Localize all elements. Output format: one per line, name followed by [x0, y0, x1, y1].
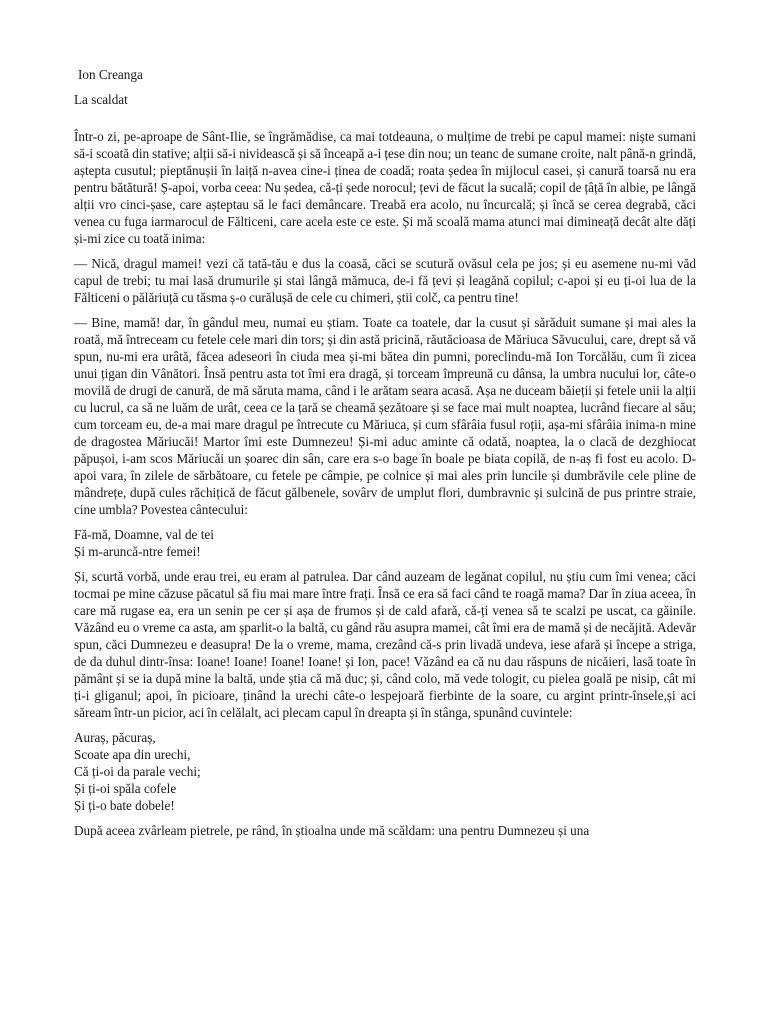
- verse-line: Auraș, păcuraș,: [74, 730, 156, 745]
- verse-block: [74, 729, 696, 814]
- paragraph: Și, scurtă vorbă, unde erau trei, eu eram al patrulea. Dar când auzeam de legănat copilul, nu știu cum îmi venea; căci tocmai pe mine căzuse păcatul să fiu mai mare între frați. Însă ce era să faci când te roagă mama? Dar în ziua aceea, în care mă rugase ea, era un senin pe cer și așa de frumos și de cald afară, că-ți venea să te scalzi pe uscat, ca găinile. Văzând eu o vreme ca asta, am șparlit-o la baltă, cu gând rău asupra mamei, cât îmi era de mamă și de necăjită. Adevăr spun, căci Dumnezeu e deasupra! De la o vreme, mama, crezând că-s prin livadă undeva, iese afară și începe a striga, de da duhul dintr-însa: Ioane! Ioane! Ioane! Ioane! și Ion, pace! Văzând ea că nu dau răspuns de nicăieri, lasă toate în pământ și se ia după mine la baltă, unde știa că mă duc; și, când colo, mă vede tologit, cu pielea goală pe nisip, cât mi ți-i gliganul; apoi, în picioare, ținând la urechi câte-o lespejoară fierbinte de la soare, cu argint printr-însele,și aci săream într-un picior, aci în celălalt, aci plecam capul în dreapta și în stânga, spunând cuvintele:: [74, 569, 696, 720]
- verse-line: Și m-aruncă-ntre femei!: [74, 544, 201, 559]
- text-body: [74, 568, 696, 721]
- document-body: [74, 66, 696, 839]
- verse-line: Și ți-o bate dobele!: [74, 798, 175, 813]
- paragraph: — Bine, mamă! dar, în gândul meu, numai eu știam. Toate ca toatele, dar la cusut și sărăduit sumane și mai ales la roată, mă întreceam cu fetele cele mari din tors; și din astă pricină, răutăcioasa de Măriuca Săvucului, care, drept să vă spun, nu-mi era urâtă, făcea adeseori în ciuda mea și-mi bătea din pumni, poreclindu-mă Ion Torcălău, cum îi zicea unui țigan din Vânători. Însă pentru asta tot îmi era dragă, și torceam împreună cu dânsa, la umbra nucului lor, câte-o movilă de drugi de canură, de mă săruta mama, când i le arătam seara acasă. Așa ne duceam băieții și fetele unii la alții cu lucrul, ca să ne luăm de urât, ceea ce la țară se cheamă șezătoare și se face mai mult noaptea, lucrând fiecare al său; cum torceam eu, de-a mai mare dragul pe întrecute cu Măriuca, și cum sfârâia fusul roții, așa-mi sfârâia inima-n mine de dragostea Măriucăi! Martor îmi este Dumnezeu! Și-mi aduc aminte că odată, noaptea, la o clacă de dezghiocat păpușoi, i-am scos Măriucăi un șoarec din sân, care era s-o bage în boale pe biata copilă, de n-aș fi fost eu acolo. D-apoi vara, în zilele de sărbătoare, cu fetele pe câmpie, pe colnice și mai ales prin luncile și dumbrăvile cele pline de mândrețe, după cules răchițică de făcut gălbenele, sovârv de umplut flori, dumbravnic și sulcină de pus printre straie, cine umbla? Povestea cântecului:: [74, 315, 696, 517]
- paragraph-partial: După aceea zvârleam pietrele, pe rând, în știoalna unde mă scăldam: una pentru Dumnezeu și una: [74, 823, 590, 838]
- document-title: La scaldat: [74, 92, 128, 107]
- verse-line: Fă-mă, Doamne, val de tei: [74, 527, 214, 542]
- verse-line: Și ți-oi spăla cofele: [74, 781, 177, 796]
- author-name: Ion Creanga: [78, 67, 143, 82]
- text-body: [74, 128, 696, 518]
- verse-block: [74, 526, 696, 560]
- paragraph: — Nică, dragul mamei! vezi că tată-tău e dus la coasă, căci se scutură ovăsul cela pe jos; și eu asemene nu-mi văd capul de trebi; tu mai lasă drumurile și stai lângă mămuca, de-i fă țevi și leagănă copilul; c-apoi și eu ți-oi lua de la Fălticeni o pălăriuță cu tăsma ș-o curălușă de cele cu chimeri, știi colč, ca pentru tine!: [74, 256, 696, 305]
- verse-line: Scoate apa din urechi,: [74, 747, 191, 762]
- verse-line: Că ți-oi da parale vechi;: [74, 764, 201, 779]
- paragraph: Într-o zi, pe-aproape de Sânt-Ilie, se îngrămădise, ca mai totdeauna, o mulțime de trebi pe capul mamei: niște sumani să-i scoată din stative; alții să-i nividească și să înceapă a-i țese din nou; un teanc de sumane croite, nalt până-n grindă, aștepta cusutul; pieptănușii în laiță n-avea cine-i ținea de coadă; roata ședea în mijlocul casei, și canură toarsă nu era pentru bătătură! Ș-apoi, vorba ceea: Nu ședea, că-ți șede norocul; țevi de făcut la sucală; copil de țâță în albie, pe lângă alții vro cinci-șase, care așteptau să le faci demâncare. Treabă era acolo, nu încurcală; și încă se cerea degrabă, căci venea cu fuga iarmarocul de Fălticeni, care acela este ce este. Și mă scoală mama atunci mai dimineață decât alte dăți și-mi zice cu toată inima:: [74, 129, 696, 246]
